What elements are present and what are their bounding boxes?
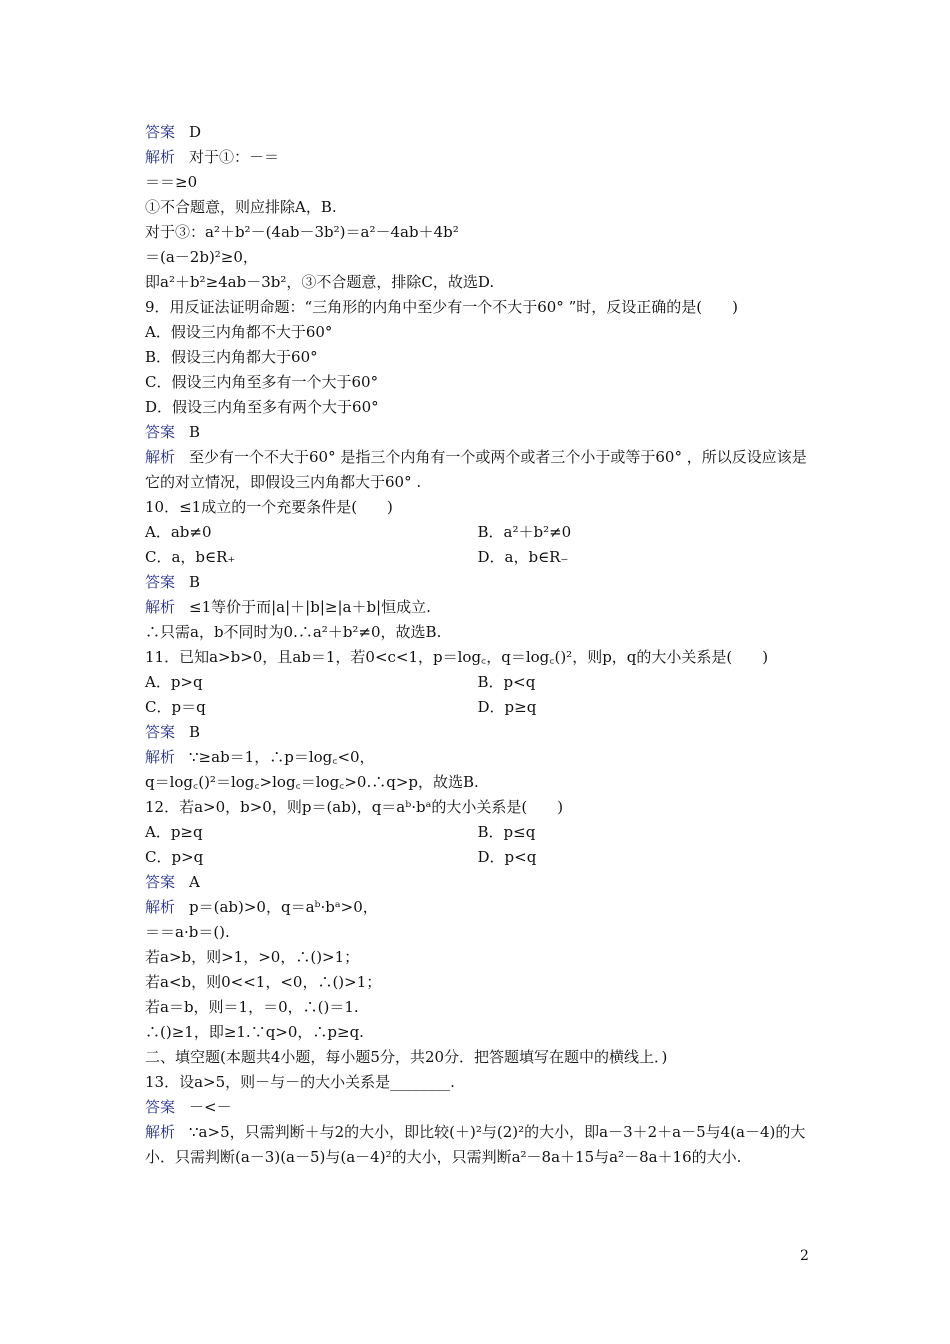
option-row: [145, 670, 810, 695]
line-text: 13．设a>5，则－与－的大小关系是________.: [145, 1073, 455, 1091]
line-text: B．假设三内角都大于60°: [145, 348, 318, 366]
option-left: C．p>q: [145, 848, 204, 866]
text-line: [145, 195, 810, 220]
answer-label: 答案: [145, 573, 176, 591]
line-text: ∵a>5，只需判断＋与2的大小，即比较(＋)²与(2)²的大小，即a－3＋2＋a－5与4(a－4)的大小．只需判断(a－3)(a－5)与(a－4)²的大小，只需判断a²－8a＋15与a²－8a＋16的大小.: [145, 1123, 806, 1166]
line-text: p＝(ab)>0，q＝aᵇ·bᵃ>0，: [189, 898, 378, 916]
line-text: 11．已知a>b>0，且ab＝1，若0<c<1，p＝log꜀，q＝log꜀()²，则p，q的大小关系是( ): [145, 648, 769, 666]
analysis-line: [145, 1120, 810, 1170]
text-line: [145, 170, 810, 195]
option-left: A．p≥q: [145, 823, 203, 841]
line-text: 二、填空题(本题共4小题，每小题5分，共20分．把答题填写在题中的横线上．): [145, 1048, 668, 1066]
answer-label: 答案: [145, 723, 176, 741]
option-right: B．p<q: [477, 673, 536, 691]
answer-line: [145, 120, 810, 145]
line-text: ∴只需a，b不同时为0.∴a²＋b²≠0，故选B.: [145, 623, 442, 641]
analysis-label: 解析: [145, 598, 176, 616]
text-line: [145, 945, 810, 970]
text-line: [145, 495, 810, 520]
line-text: 12．若a>0，b>0，则p＝(ab)，q＝aᵇ·bᵃ的大小关系是( ): [145, 798, 564, 816]
analysis-line: [145, 145, 810, 170]
text-line: [145, 220, 810, 245]
line-text: 即a²＋b²≥4ab－3b²，③不合题意，排除C，故选D.: [145, 273, 495, 291]
option-right: D．a，b∈R₋: [477, 548, 569, 566]
analysis-line: [145, 745, 810, 770]
line-text: ＝(a－2b)²≥0，: [145, 248, 258, 266]
option-right: B．p≤q: [477, 823, 536, 841]
line-text: C．假设三内角至多有一个大于60°: [145, 373, 379, 391]
line-text: q＝log꜀()²＝log꜀>log꜀＝log꜀>0.∴q>p，故选B.: [145, 773, 479, 791]
analysis-line: [145, 595, 810, 620]
analysis-label: 解析: [145, 448, 176, 466]
answer-line: [145, 1095, 810, 1120]
line-text: 若a>b，则>1，>0，∴()>1；: [145, 948, 360, 966]
line-text: ＝＝a·b＝().: [145, 923, 230, 941]
option-row: [145, 845, 810, 870]
text-line: [145, 1070, 810, 1095]
page-content: [145, 120, 810, 1170]
line-text: 对于①：－＝: [189, 148, 280, 166]
line-text: 若a＝b，则＝1，＝0，∴()＝1.: [145, 998, 359, 1016]
line-text: 10．≤1成立的一个充要条件是( ): [145, 498, 393, 516]
text-line: [145, 270, 810, 295]
answer-line: [145, 870, 810, 895]
option-right: B．a²＋b²≠0: [477, 523, 572, 541]
text-line: [145, 645, 810, 670]
text-line: [145, 1045, 810, 1070]
line-text: ∵≥ab＝1，∴p＝log꜀<0，: [189, 748, 375, 766]
analysis-label: 解析: [145, 748, 176, 766]
text-line: [145, 795, 810, 820]
line-text: 至少有一个不大于60° 是指三个内角有一个或两个或者三个小于或等于60° ，所以反设应该是它的对立情况，即假设三内角都大于60° .: [145, 448, 807, 491]
text-line: [145, 970, 810, 995]
text-line: [145, 920, 810, 945]
answer-line: [145, 570, 810, 595]
text-line: [145, 320, 810, 345]
option-right: D．p<q: [477, 848, 537, 866]
option-row: [145, 695, 810, 720]
text-line: [145, 620, 810, 645]
line-text: B: [189, 423, 201, 441]
text-line: [145, 370, 810, 395]
line-text: D．假设三内角至多有两个大于60°: [145, 398, 379, 416]
text-line: [145, 295, 810, 320]
option-row: [145, 545, 810, 570]
line-text: －<－: [189, 1098, 232, 1116]
answer-label: 答案: [145, 123, 176, 141]
text-line: [145, 245, 810, 270]
answer-label: 答案: [145, 873, 176, 891]
text-line: [145, 1020, 810, 1045]
line-text: ①不合题意，则应排除A，B.: [145, 198, 337, 216]
analysis-line: [145, 895, 810, 920]
option-left: A．ab≠0: [145, 523, 212, 541]
text-line: [145, 770, 810, 795]
option-right: D．p≥q: [477, 698, 537, 716]
option-left: A．p>q: [145, 673, 203, 691]
text-line: [145, 995, 810, 1020]
option-left: C．p＝q: [145, 698, 206, 716]
option-row: [145, 520, 810, 545]
line-text: ≤1等价于而|a|＋|b|≥|a＋b|恒成立.: [189, 598, 431, 616]
line-text: ∴()≥1，即≥1.∵q>0，∴p≥q.: [145, 1023, 364, 1041]
analysis-label: 解析: [145, 148, 176, 166]
text-line: [145, 345, 810, 370]
option-row: [145, 820, 810, 845]
answer-line: [145, 720, 810, 745]
answer-line: [145, 420, 810, 445]
line-text: B: [189, 723, 201, 741]
answer-label: 答案: [145, 423, 176, 441]
line-text: B: [189, 573, 201, 591]
line-text: A: [189, 873, 200, 891]
text-line: [145, 395, 810, 420]
analysis-label: 解析: [145, 1123, 176, 1141]
option-left: C．a，b∈R₊: [145, 548, 236, 566]
line-text: D: [189, 123, 202, 141]
page-number: 2: [800, 1248, 809, 1264]
line-text: 对于③：a²＋b²－(4ab－3b²)＝a²－4ab＋4b²: [145, 223, 459, 241]
line-text: 9．用反证法证明命题：“三角形的内角中至少有一个不大于60° ”时，反设正确的是( ): [145, 298, 738, 316]
line-text: 若a<b，则0<<1，<0，∴()>1；: [145, 973, 382, 991]
answer-label: 答案: [145, 1098, 176, 1116]
analysis-label: 解析: [145, 898, 176, 916]
line-text: ＝＝≥0: [145, 173, 198, 191]
line-text: A．假设三内角都不大于60°: [145, 323, 333, 341]
analysis-line: [145, 445, 810, 495]
